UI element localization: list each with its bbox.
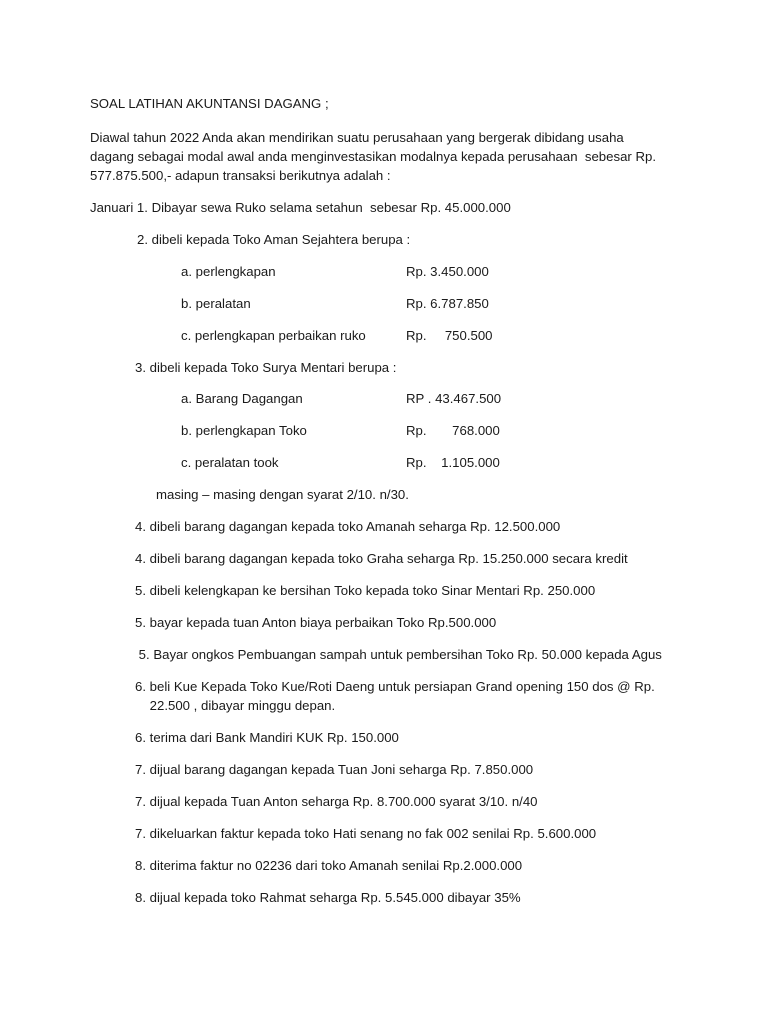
t3-item-label: b. perlengkapan Toko [181, 423, 307, 438]
transaction-line: 6. terima dari Bank Mandiri KUK Rp. 150.000 [135, 730, 399, 745]
payment-terms-note: masing – masing dengan syarat 2/10. n/30. [156, 487, 409, 502]
transaction-line: 4. dibeli barang dagangan kepada toko Graha seharga Rp. 15.250.000 secara kredit [135, 551, 628, 566]
transaction-line: 6. beli Kue Kepada Toko Kue/Roti Daeng untuk persiapan Grand opening 150 dos @ Rp. [135, 679, 655, 694]
transaction-line: 5. Bayar ongkos Pembuangan sampah untuk pembersihan Toko Rp. 50.000 kepada Agus [135, 647, 662, 662]
t3-item-label: a. Barang Dagangan [181, 391, 303, 406]
transaction-line: 5. bayar kepada tuan Anton biaya perbaikan Toko Rp.500.000 [135, 615, 497, 630]
t3-item-label: c. peralatan took [181, 455, 279, 470]
t3-item-amount: RP . 43.467.500 [406, 391, 502, 406]
t3-item-amount: Rp. 768.000 [406, 423, 500, 438]
t2-item-amount: Rp. 6.787.850 [406, 296, 489, 311]
transaction-2-header: 2. dibeli kepada Toko Aman Sejahtera berupa : [137, 232, 411, 247]
intro-line: Diawal tahun 2022 Anda akan mendirikan suatu perusahaan yang bergerak dibidang usaha [90, 130, 624, 145]
transaction-line-continuation: 22.500 , dibayar minggu depan. [135, 698, 336, 713]
t2-item-amount: Rp. 3.450.000 [406, 264, 489, 279]
document-title: SOAL LATIHAN AKUNTANSI DAGANG ; [90, 96, 329, 111]
transaction-line: 7. dijual barang dagangan kepada Tuan Joni seharga Rp. 7.850.000 [135, 762, 534, 777]
transaction-line: 8. dijual kepada toko Rahmat seharga Rp. 5.545.000 dibayar 35% [135, 890, 521, 905]
intro-line: dagang sebagai modal awal anda menginvestasikan modalnya kepada perusahaan sebesar Rp. [90, 149, 656, 164]
transaction-line: 7. dijual kepada Tuan Anton seharga Rp. 8.700.000 syarat 3/10. n/40 [135, 794, 538, 809]
t2-item-label: a. perlengkapan [181, 264, 276, 279]
transaction-line: 5. dibeli kelengkapan ke bersihan Toko kepada toko Sinar Mentari Rp. 250.000 [135, 583, 596, 598]
t2-item-label: c. perlengkapan perbaikan ruko [181, 328, 366, 343]
t2-item-amount: Rp. 750.500 [406, 328, 493, 343]
t3-item-amount: Rp. 1.105.000 [406, 455, 500, 470]
transaction-line: 7. dikeluarkan faktur kepada toko Hati senang no fak 002 senilai Rp. 5.600.000 [135, 826, 597, 841]
transaction-line: 4. dibeli barang dagangan kepada toko Amanah seharga Rp. 12.500.000 [135, 519, 561, 534]
t2-item-label: b. peralatan [181, 296, 251, 311]
transaction-3-header: 3. dibeli kepada Toko Surya Mentari berupa : [135, 360, 397, 375]
transaction-line: 8. diterima faktur no 02236 dari toko Amanah senilai Rp.2.000.000 [135, 858, 523, 873]
intro-line: 577.875.500,- adapun transaksi berikutnya adalah : [90, 168, 391, 183]
transaction-january-1: Januari 1. Dibayar sewa Ruko selama setahun sebesar Rp. 45.000.000 [90, 200, 511, 215]
